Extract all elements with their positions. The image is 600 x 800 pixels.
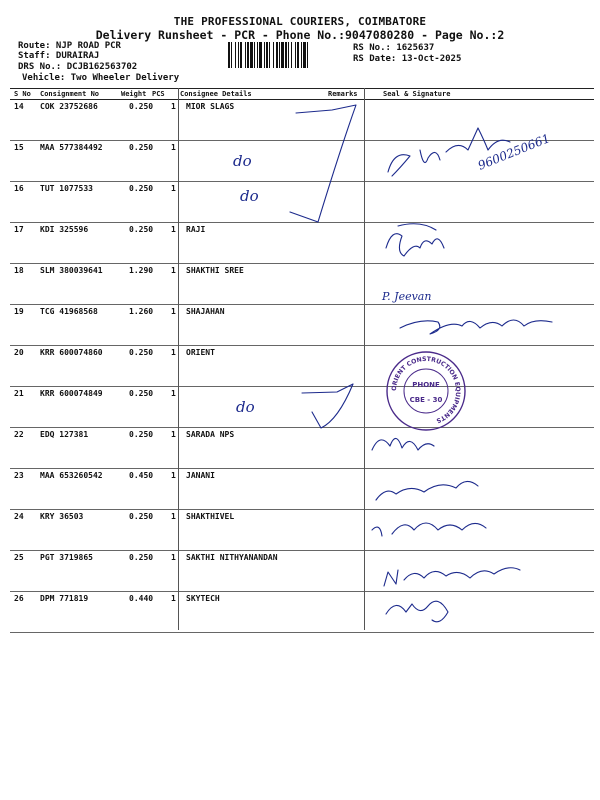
- stamp-ring-text: ORIENT CONSTRUCTION EQUIPMENTS: [390, 355, 462, 424]
- row-pcs: 1: [171, 143, 176, 152]
- signature-26: [386, 601, 448, 622]
- row-sno: 21: [14, 389, 24, 398]
- signature-25: [384, 568, 520, 586]
- row-sno: 17: [14, 225, 24, 234]
- stamp-phone: PHONE: [412, 381, 440, 389]
- route-label: Route: NJP ROAD PCR: [18, 41, 121, 51]
- row-sno: 23: [14, 471, 24, 480]
- col-weight: Weight: [121, 90, 147, 98]
- col-consignee: Consignee Details: [180, 90, 252, 98]
- row-consignee: SKYTECH: [186, 594, 220, 603]
- row-sno: 26: [14, 594, 24, 603]
- row-consignment-no: TCG 41968568: [40, 307, 98, 316]
- row-consignment-no: EDQ 127381: [40, 430, 89, 439]
- col-pcs: PCS: [152, 90, 165, 98]
- signature-14: [388, 128, 510, 176]
- row-consignment-no: TUT 1077533: [40, 184, 93, 193]
- row-weight: 0.250: [129, 184, 154, 193]
- rs-date: RS Date: 13-Oct-2025: [353, 54, 462, 64]
- col-remarks: Remarks: [328, 90, 358, 98]
- row-consignee: SHAJAHAN: [186, 307, 225, 316]
- row-pcs: 1: [171, 307, 176, 316]
- row-weight: 0.440: [129, 594, 154, 603]
- ditto-mark-15: do: [233, 152, 252, 170]
- row-consignment-no: KRY 36503: [40, 512, 84, 521]
- bracket-mark-1: [290, 105, 356, 222]
- row-sno: 16: [14, 184, 24, 193]
- row-sno: 19: [14, 307, 24, 316]
- row-consignment-no: COK 23752686: [40, 102, 98, 111]
- row-consignment-no: KDI 325596: [40, 225, 89, 234]
- drs-number: DRS No.: DCJB162563702: [18, 62, 138, 72]
- row-pcs: 1: [171, 348, 176, 357]
- row-pcs: 1: [171, 471, 176, 480]
- vehicle-label: Vehicle: Two Wheeler Delivery: [22, 73, 180, 83]
- col-consignment: Consignment No: [40, 90, 100, 98]
- row-weight: 0.450: [129, 471, 154, 480]
- row-consignee: SHAKTHIVEL: [186, 512, 235, 521]
- row-weight: 1.290: [129, 266, 154, 275]
- row-weight: 0.250: [129, 389, 154, 398]
- row-pcs: 1: [171, 225, 176, 234]
- col-sno: S No: [14, 90, 31, 98]
- row-weight: 0.250: [129, 553, 154, 562]
- row-pcs: 1: [171, 102, 176, 111]
- row-pcs: 1: [171, 594, 176, 603]
- row-consignment-no: PGT 3719865: [40, 553, 93, 562]
- row-consignment-no: MAA 577384492: [40, 143, 103, 152]
- row-pcs: 1: [171, 553, 176, 562]
- row-sno: 18: [14, 266, 24, 275]
- row-weight: 0.250: [129, 430, 154, 439]
- row-pcs: 1: [171, 389, 176, 398]
- row-sno: 25: [14, 553, 24, 562]
- row-pcs: 1: [171, 512, 176, 521]
- phone-note: 9600250661: [475, 131, 552, 173]
- bracket-mark-2: [302, 384, 353, 428]
- row-consignee: JANANI: [186, 471, 215, 480]
- row-consignment-no: KRR 600074860: [40, 348, 103, 357]
- row-consignee: SAKTHI NITHYANANDAN: [186, 553, 278, 562]
- ditto-mark-21: do: [236, 398, 255, 416]
- runsheet-title: Delivery Runsheet - PCR - Phone No.:9047080280 - Page No.:2: [95, 28, 505, 42]
- rs-number: RS No.: 1625637: [353, 43, 435, 53]
- company-title: THE PROFESSIONAL COURIERS, COIMBATORE: [173, 15, 427, 28]
- row-weight: 0.250: [129, 143, 154, 152]
- row-consignee: RAJI: [186, 225, 206, 234]
- row-pcs: 1: [171, 430, 176, 439]
- signature-19: [400, 320, 552, 334]
- signature-23: [376, 481, 478, 500]
- signature-24: [372, 523, 486, 536]
- row-consignment-no: KRR 600074849: [40, 389, 103, 398]
- row-consignee: MIOR SLAGS: [186, 102, 235, 111]
- signature-18: P. Jeevan: [382, 290, 432, 303]
- row-pcs: 1: [171, 266, 176, 275]
- row-sno: 24: [14, 512, 24, 521]
- row-sno: 20: [14, 348, 24, 357]
- row-weight: 0.250: [129, 102, 154, 111]
- row-consignment-no: MAA 653260542: [40, 471, 103, 480]
- signature-22: [372, 438, 434, 450]
- ditto-mark-16: do: [240, 187, 259, 205]
- stamp-city: CBE - 30: [409, 396, 443, 404]
- row-weight: 0.250: [129, 225, 154, 234]
- row-consignee: ORIENT: [186, 348, 215, 357]
- row-consignment-no: DPM 771819: [40, 594, 89, 603]
- row-sno: 22: [14, 430, 24, 439]
- staff-label: Staff: DURAIRAJ: [18, 51, 100, 61]
- row-consignee: SHAKTHI SREE: [186, 266, 244, 275]
- row-consignment-no: SLM 380039641: [40, 266, 103, 275]
- row-sno: 15: [14, 143, 24, 152]
- signature-17: [386, 224, 444, 256]
- row-weight: 1.260: [129, 307, 154, 316]
- row-weight: 0.250: [129, 512, 154, 521]
- svg-text:ORIENT CONSTRUCTION EQUIPMENTS: [391, 356, 461, 424]
- row-consignee: SARADA NPS: [186, 430, 235, 439]
- col-seal: Seal & Signature: [383, 90, 451, 98]
- row-pcs: 1: [171, 184, 176, 193]
- row-weight: 0.250: [129, 348, 154, 357]
- company-stamp: [385, 350, 467, 432]
- row-sno: 14: [14, 102, 24, 111]
